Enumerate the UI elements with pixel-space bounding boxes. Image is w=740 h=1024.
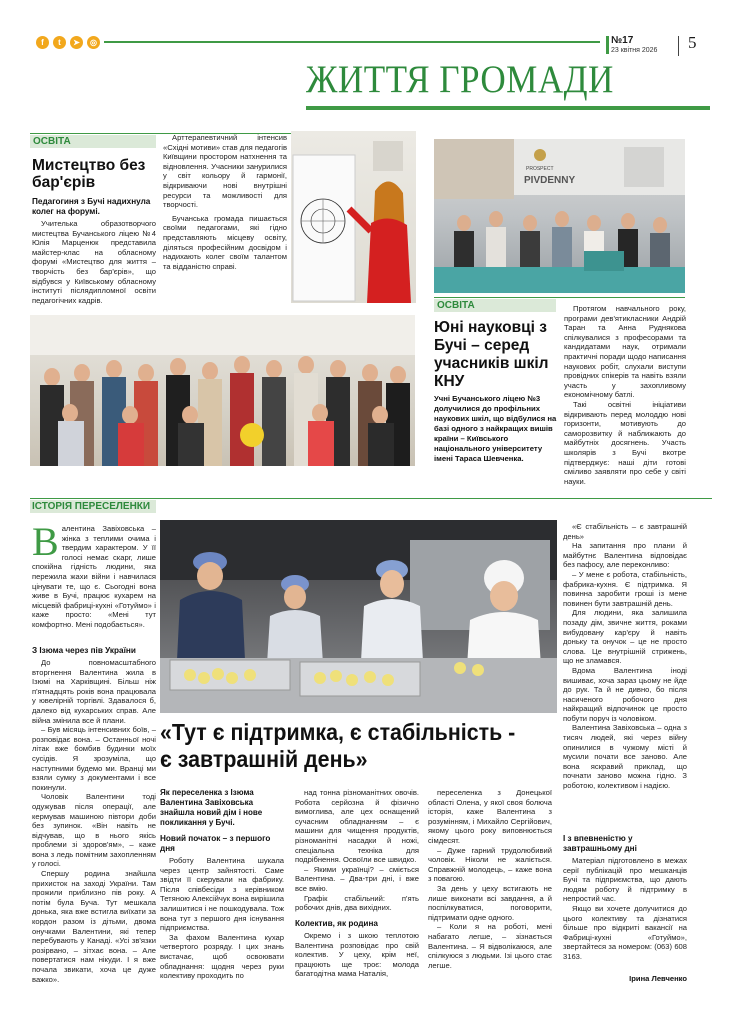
article-lead: Педагогиня з Бучі надихнула колег на форумі.	[32, 197, 151, 217]
header-divider	[678, 36, 679, 56]
rubric-line	[434, 297, 685, 298]
article-body: До повномасштабного вторгнення Валентина жила в Ізюмі на Харківщині. Більш ніж п'ятнадцять років вона працювала у ювелірній торгівлі. Здавалося б, далеко від кухарських справ. Але війна змінила все й плани. – Був місяць інтенсивних боїв, – розповідає вона. – Останньої ночі літак вже бомбив будинки моїх сусідів. Я зрозуміла, що наступними будемо ми. Вранці ми взяли сумку з документами і все покинули. Чоловік Валентини тоді одужував після операції, але кермував машиною півтори доби без зупинок. «Він навіть не відчував, що в нього якісь проблеми зі здоров'ям», – каже вона з ледь помітним захопленням у голосі. Спершу родина знайшла прихисток на заході України. Там прожили приблизно пів року. А потім була Буча. Тут мешкала донька, яка вже встигла виїхати за кордон разом із дітьми, двома онучками Валентини, які тепер перебувають у Канаді. «Усі зв'язки розірвано, – зітхає вона. – Але повертатися нам нікуди. І я вже почала звикати, хоча це дуже важко».	[32, 658, 156, 984]
banner-text: PIVDENNY	[524, 175, 576, 186]
article-body: Учителька образотворчого мистецтва Бучанського ліцею №4 Юлія Марценюк представила майстер-клас на обласному форумі «Мистецтво для життя – творчість без бар'єрів», що відбувся у Київському обласному інституті післядипломної освіти педагогічних кадрів.	[32, 219, 156, 305]
subheading: Новий початок – з першого дня	[160, 834, 271, 854]
article-body: Арттерапевтичний інтенсив «Східні мотиви» став для педагогів Київщини простором натхнення та відновлення. Учасники занурилися у світ кольору й гармонії, відкриваючи нові внутрішні ресурси та можливості для творчості. Бучанська громада пишається своїми педагогами, які гідно представляють місцеву освіту, діляться професійним досвідом і надихають колег своїм талантом та відданістю справі.	[163, 133, 287, 271]
issue-marker	[606, 36, 609, 54]
article-body: Протягом навчального року, програми дев'ятикласники Андрій Таран та Анна Руднякова спілкувалися з професорами та кандидатами наук, отримали практичні поради щодо написання наукових робіт, слухали виступи провідних спікерів та навіть взяли участь у захопливому економічному батлі. Такі освітні ініціативи відкривають перед молоддю нові горизонти, мотивують до саморозвитку й наближають до майбутніх досягнень. Участь школярів з Бучі вкотре підтверджує: наші діти готові сміливо заявляти про себе у світі науки.	[564, 304, 686, 486]
article-body: Матеріал підготовлено в межах серії публікацій про мешканців Бучі та підприємства, що дають людям роботу й підтримку в непростий час. Якщо ви хочете долучитися до цього колективу та дізнатися більше про відкриті вакансії на Фабриці-кухні «Готуймо», звертайтеся за номером: (063) 608 3163.	[563, 856, 687, 961]
drop-cap: В	[32, 519, 59, 564]
article-intro: Валентина Завіховська – жінка з теплими очима і твердим характером. У її голосі немає скарг, лише спокійна гідність людини, яка пережила жахи війни і навчилася цінувати те, що є. Сьогодні вона живе в Бучі, працює кухарем на місцевій фабриці-кухні «Готуймо» і каже просто: «Мені тут комфортно. Мені подобається».	[32, 519, 156, 629]
article-body: Роботу Валентина шукала через центр зайнятості. Саме звідти її скерували на фабрику. Після співбесіди з керівником Тетяною Алексійчук вона вирішила залишитися і не пошкодувала. Тож вона тут з першого дня існування підприємства. За фахом Валентина кухар четвертого розряду. І цих знань вистачає, щоб освоювати обладнання: щодня через руки колективу проходить по	[160, 856, 284, 981]
header-rule	[104, 41, 600, 43]
facebook-icon[interactable]: f	[36, 36, 49, 49]
subheading: І з впевненістю у завтрашньому дні	[563, 834, 637, 854]
subheading: Колектив, як родина	[295, 919, 378, 928]
svg-text:PROSPECT: PROSPECT	[526, 166, 554, 172]
issue-number: №17	[611, 35, 634, 46]
teacher-photo	[291, 131, 416, 303]
section-title-underline	[306, 106, 710, 110]
article-lead: Учні Бучанського ліцею №3 долучилися до профільних наукових шкіл, що відбулися на базі одного з найкращих вишів країни – Київського національного університету імені Тараса Шевченка.	[434, 394, 557, 463]
article-title: Мистецтво без бар'єрів	[32, 157, 146, 191]
telegram-icon[interactable]: ➤	[70, 36, 83, 49]
rubric-label: ІСТОРІЯ ПЕРЕСЕЛЕНКИ	[32, 501, 151, 512]
teachers-group-photo	[30, 315, 415, 466]
issue-date: 23 квітня 2026	[611, 47, 658, 54]
rubric-label: ОСВІТА	[437, 300, 475, 311]
students-photo	[434, 139, 685, 293]
pull-quote-headline: «Тут є підтримка, є стабільність - є завтрашній день»	[160, 719, 516, 772]
twitter-icon[interactable]: t	[53, 36, 66, 49]
instagram-icon[interactable]: ◎	[87, 36, 100, 49]
rubric-line	[30, 498, 712, 499]
article-body: переселенка з Донецької області Олена, у якої своя болюча історія, каже Валентина з розумінням, і Михайло Сергійович, якому цього року виповнюється сімдесят. – Дуже гарний трудолюбивий чоловік. Ніколи не жаліється. Справжній молодець, – каже вона з повагою. За день у цеху встигають не лише виконати всі завдання, а й поспілкуватися, поговорити, підтримати одне одного. – Коли я на роботі, мені набагато легше, – зізнається Валентина. – Я відволікаюся, але спілкуюся з людьми. Ізі цього стає легше.	[428, 788, 552, 970]
rubric-label: ОСВІТА	[33, 136, 71, 147]
article-lead: Як переселенка з Ізюма Валентина Завіховська знайшла новий дім і нове покликання у Бучі.	[160, 788, 263, 827]
article-body: «Є стабільність – є завтрашній день» На запитання про плани й майбутнє Валентина відповідає без пафосу, але переконливо: – У мене є робота, стабільність, фабрика-кухня. Є підтримка. Я повинна заробити гроші із мене повинен бути завтрашній день. Для людини, яка залишила позаду дім, звичне життя, роками вибудовану кар'єру й навіть доньку та онучок – це не просто слова. Це внутрішній стрижень, що не зламався. Вдома Валентина іноді вишиває, хоча зараз цьому не йде до рук. Та й не дивно, бо після насиченого робочого дня найкращий відпочинок це просто побути поруч із чоловіком. Валентина Завіховська – одна з тисяч людей, які через війну опинилися в чужому місті й мусили почати все заново. Але вона яскравий приклад, що почнати заново можна гідно. З роботою, колективом і надією.	[563, 522, 687, 791]
kitchen-workers-photo	[160, 520, 557, 713]
article-body: над тонна різноманітних овочів. Робота серйозна й фізично вимоглива, але цех оснащений сучасним обладнанням – є машини для чищення продуктів, різноманітні насадки й ножі, спеціальна техніка для подрібнення. Освоїли все швидко. – Якими українці? – сміється Валентина. – Два-три дні, і вже все вмію. Графік стабільний: п'ять робочих днів, два вихідних.	[295, 788, 419, 913]
subheading: З Ізюма через пів України	[32, 646, 136, 655]
page-number: 5	[688, 33, 697, 52]
article-body: Окремо і з шкою теплотою Валентина розповідає про свій колектив. У цеху, крім неї, працюють ще троє: молода багатодітна мама Наталія,	[295, 931, 419, 979]
section-title: ЖИТТЯ ГРОМАДИ	[306, 58, 614, 101]
article-title: Юні науковці з Бучі – серед учасників шкіл КНУ	[434, 319, 549, 390]
author-signature: Ірина Левченко	[629, 974, 687, 983]
